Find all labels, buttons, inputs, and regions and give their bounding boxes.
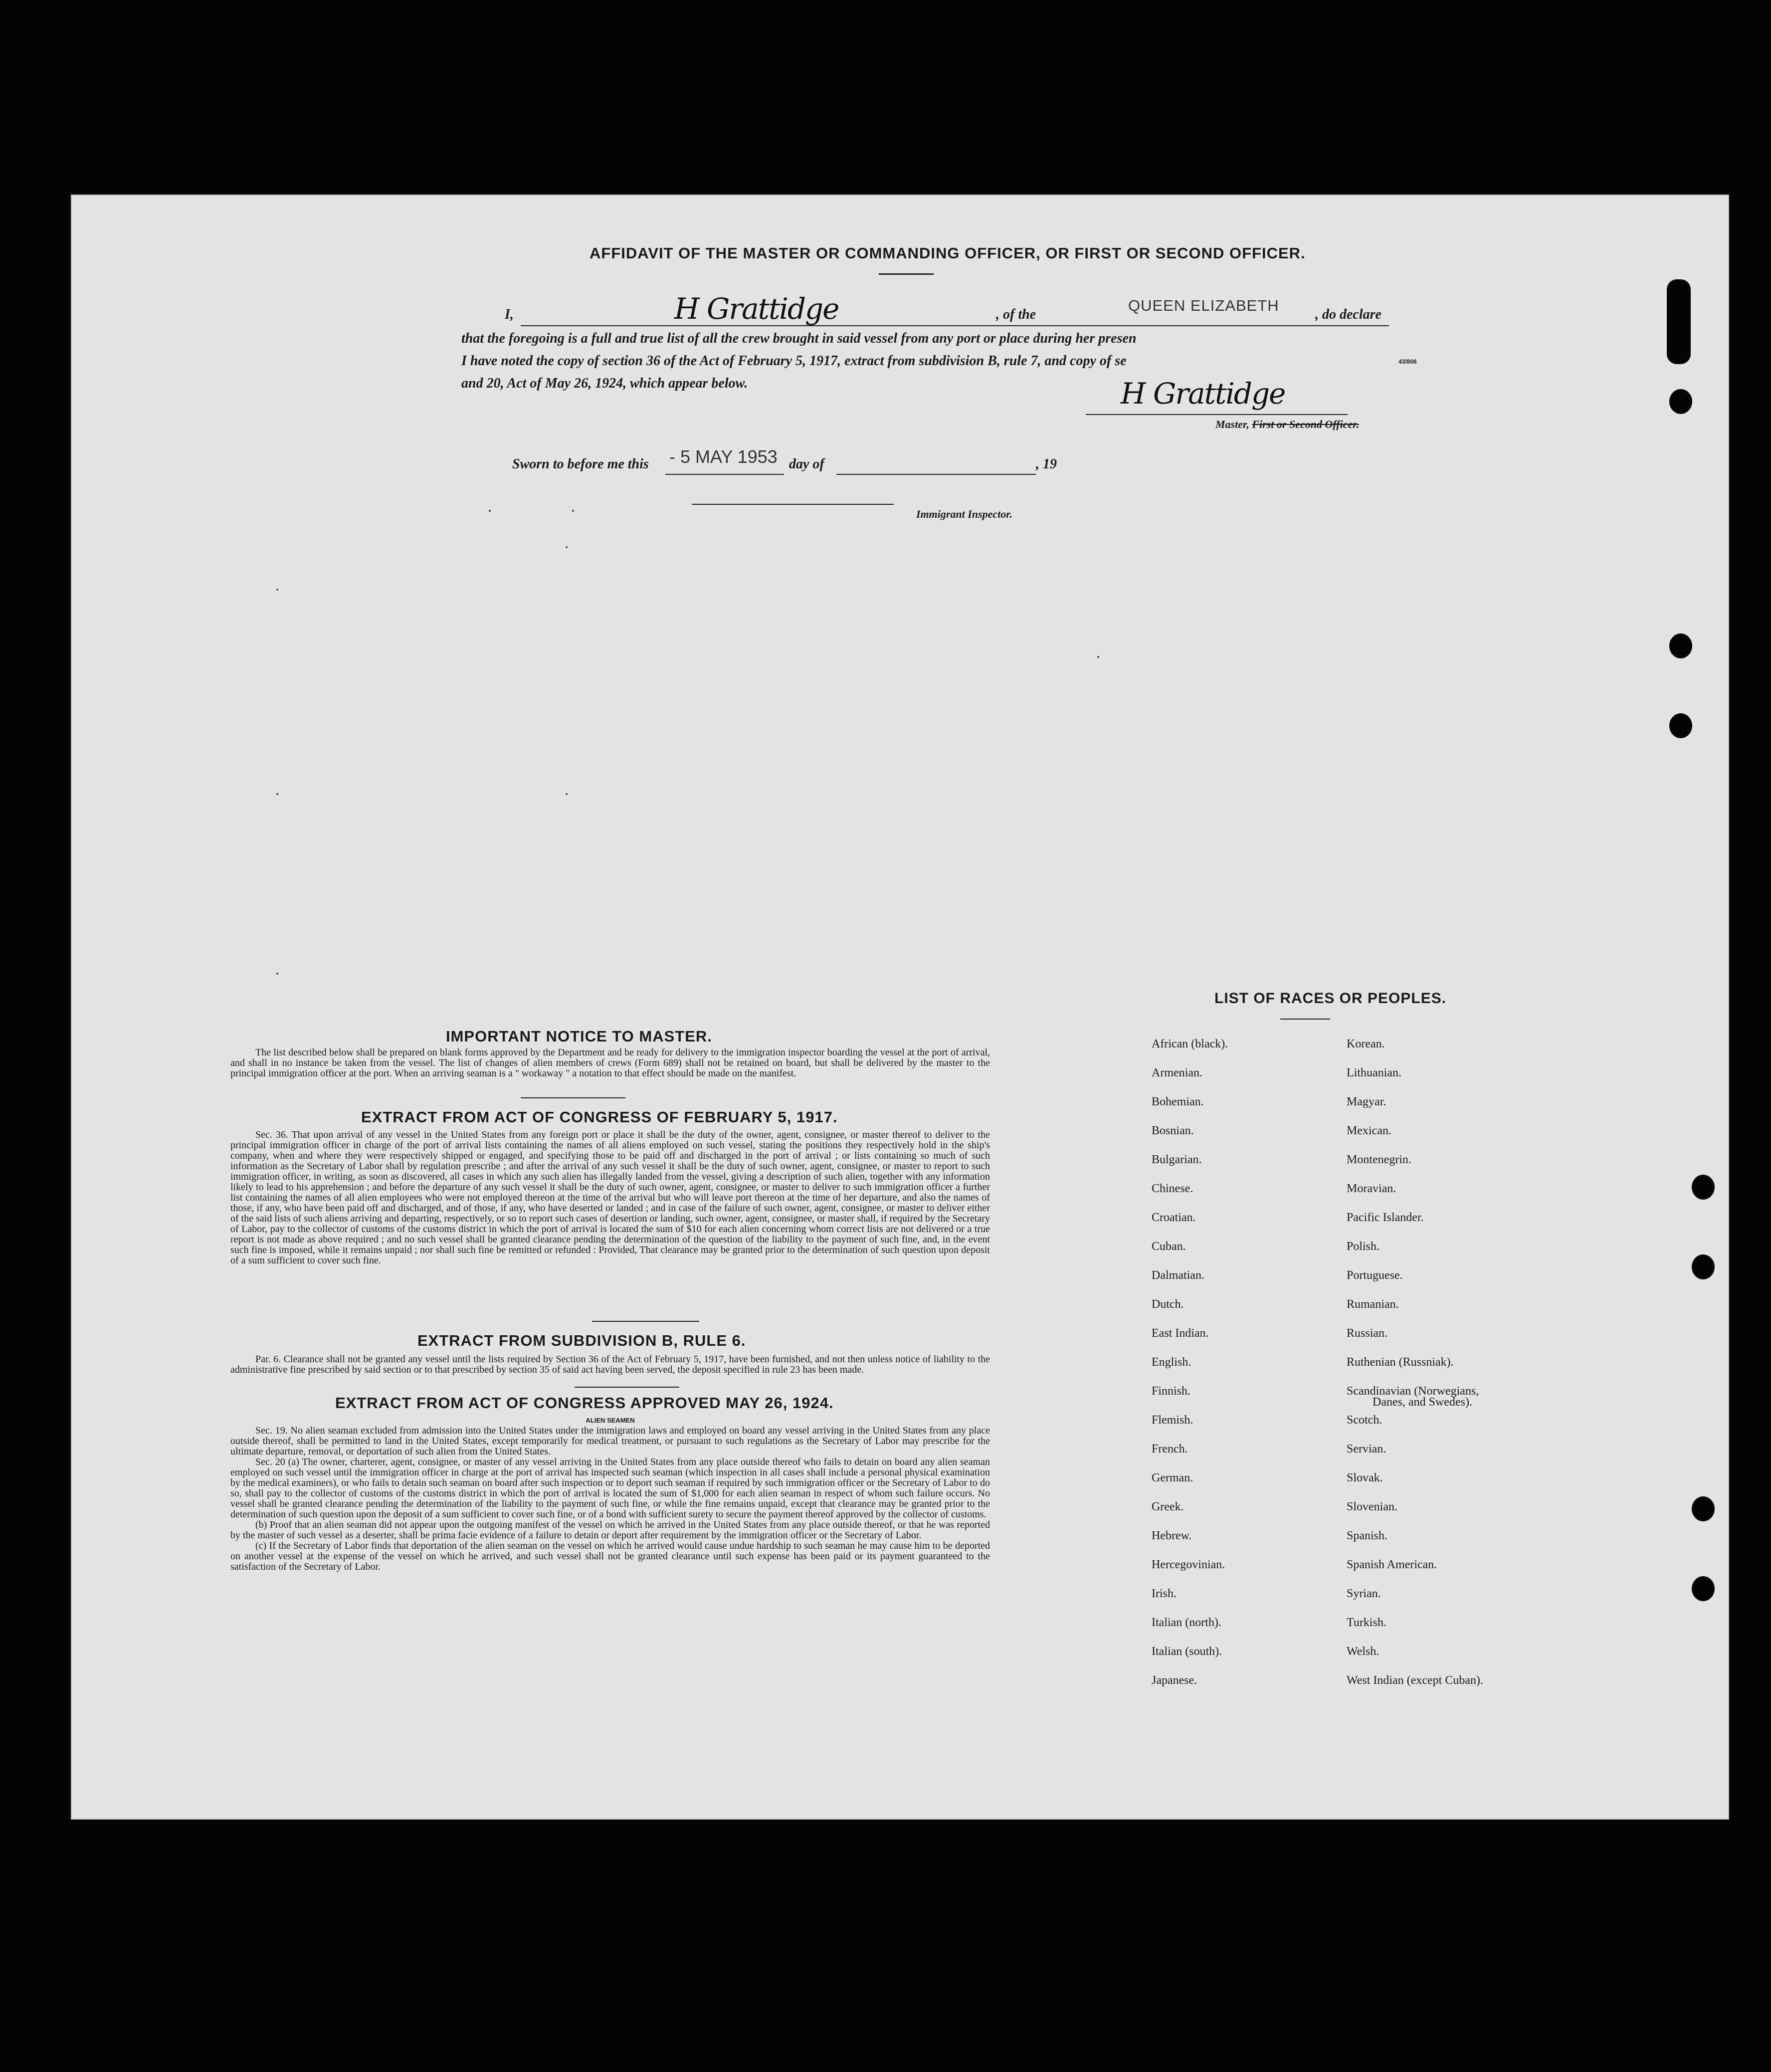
punch-hole bbox=[1669, 389, 1692, 414]
inspector-sign-line bbox=[692, 504, 894, 505]
master-signature: H Grattidge bbox=[1121, 377, 1285, 411]
races-heading: LIST OF RACES OR PEOPLES. bbox=[1214, 990, 1447, 1007]
affidavit-signature: H Grattidge bbox=[674, 292, 839, 326]
race-right-item: Russian. bbox=[1347, 1327, 1388, 1340]
race-right-item: Rumanian. bbox=[1347, 1298, 1399, 1311]
sec20a-text: Sec. 20 (a) The owner, charterer, agent, consignee, or master of any vessel arriving in the United States from any place outside thereof who fails to detain on board any alien seaman employed on such vessel until the immigration officer in charge at the port of arrival has inspected such seaman (which inspection in all cases shall include a personal physical examination by the medical examiners), or who fails to detain such seaman on board after such inspection or to deport such seaman if required by such immigration officer or the Secretary of Labor to do so, shall pay to the collector of customs of the customs district in which the port of arrival is located the sum of $1,000 for each alien seaman in respect of whom such failure occurs. No vessel shall be granted clearance pending the determination of the liability to the payment of such fine, or while the fine remains unpaid, except that clearance may be granted prior to the determination of such question upon the deposit of a sum sufficient to cover such fine, or of a bond with sufficient surety to secure the payment thereof approved by the collector of customs. bbox=[230, 1456, 990, 1520]
sec20c-text: (c) If the Secretary of Labor finds that deportation of the alien seaman on the vessel on which he arrived would cause undue hardship to such seaman he may cause him to be deported on another vessel at the expense of the vessel on which he arrived, and such vessel shall not be granted clearance until such expense has been paid or its payment guaranteed to the satisfaction of the Secretary of Labor. bbox=[230, 1540, 990, 1572]
sec19-text: Sec. 19. No alien seaman excluded from admission into the United States under the immigration laws and employed on board any vessel arriving in the United States from any place outside thereof, shall be permitted to land in the United States, except temporarily for medical treatment, or pursuant to such regulations as the Secretary of Labor may prescribe for the ultimate departure, removal, or deportation of such alien from the United States. bbox=[230, 1425, 990, 1457]
extract-1924-subheading: ALIEN SEAMEN bbox=[586, 1417, 635, 1424]
notice-heading: IMPORTANT NOTICE TO MASTER. bbox=[446, 1028, 712, 1045]
race-left-item: African (black). bbox=[1152, 1037, 1228, 1050]
race-right-item: Mexican. bbox=[1347, 1124, 1391, 1137]
race-left-item: Irish. bbox=[1152, 1587, 1177, 1600]
master-label-row bbox=[1215, 418, 1359, 431]
race-left-item: Bohemian. bbox=[1152, 1095, 1204, 1108]
race-left-item: Cuban. bbox=[1152, 1240, 1186, 1253]
punch-hole bbox=[1692, 1175, 1715, 1200]
race-right-item: Portuguese. bbox=[1347, 1269, 1403, 1282]
race-right-item: Magyar. bbox=[1347, 1095, 1386, 1108]
dot-mark bbox=[489, 510, 491, 512]
race-right-item: Turkish. bbox=[1347, 1616, 1386, 1629]
affidavit-line-2: that the foregoing is a full and true list of all the crew brought in said vessel from any port or place during her presen bbox=[461, 331, 1137, 346]
race-left-item: East Indian. bbox=[1152, 1327, 1209, 1340]
race-left-item: French. bbox=[1152, 1443, 1188, 1455]
do-declare-label: , do declare bbox=[1315, 307, 1381, 322]
race-left-item: Croatian. bbox=[1152, 1211, 1196, 1224]
sworn-date-line bbox=[665, 474, 784, 475]
race-left-item: English. bbox=[1152, 1356, 1191, 1369]
race-right-item: Slovak. bbox=[1347, 1471, 1383, 1484]
race-right-item: Polish. bbox=[1347, 1240, 1380, 1253]
dot-mark bbox=[566, 793, 568, 795]
vessel-line bbox=[1046, 325, 1389, 326]
document-page bbox=[71, 195, 1729, 1820]
race-left-item: German. bbox=[1152, 1471, 1193, 1484]
master-struck-text: First or Second Officer. bbox=[1252, 418, 1360, 430]
affidavit-line-3: I have noted the copy of section 36 of the Act of February 5, 1917, extract from subdivision B, rule 7, and copy of se bbox=[461, 353, 1127, 369]
race-right-item: Moravian. bbox=[1347, 1182, 1396, 1195]
race-right-item: West Indian (except Cuban). bbox=[1347, 1674, 1483, 1687]
race-right-item: Servian. bbox=[1347, 1443, 1386, 1455]
punch-hole bbox=[1669, 633, 1692, 658]
affidavit-line-4: and 20, Act of May 26, 1924, which appear below. bbox=[461, 376, 748, 391]
race-right-item: Pacific Islander. bbox=[1347, 1211, 1424, 1224]
punch-hole bbox=[1692, 1496, 1715, 1521]
dot-mark bbox=[276, 589, 278, 591]
extract-1924-body bbox=[230, 1426, 990, 1572]
dot-mark bbox=[1097, 656, 1099, 658]
punch-hole bbox=[1692, 1254, 1715, 1279]
race-right-item: Korean. bbox=[1347, 1037, 1385, 1050]
sec20b-text: (b) Proof that an alien seaman did not appear upon the outgoing manifest of the vessel on which he arrived in the United States from any place outside thereof, or that he was reported by the master of such vessel as a deserter, shall be prima facie evidence of a failure to detain or deport after requirement by the immigration officer or the Secretary of Labor. bbox=[230, 1519, 990, 1541]
dot-mark bbox=[572, 510, 574, 512]
race-left-item: Dutch. bbox=[1152, 1298, 1184, 1311]
race-right-item: Welsh. bbox=[1347, 1645, 1379, 1658]
extract-1917-text: Sec. 36. That upon arrival of any vessel in the United States from any foreign port or place it shall be the duty of the owner, agent, consignee, or master thereof to deliver to the principal immigration officer in charge of the port of arrival lists containing the names of all aliens employed on such vessel, stating the positions they respectively hold in the ship's company, when and where they were respectively shipped or engaged, and specifying those to be paid off and discharged in the port of arrival ; or lists containing so much of such information as the Secretary of Labor shall by regulation prescribe ; and after the arrival of any such vessel it shall be the duty of such owner, agent, consignee, or master to report to such immigration officer, in writing, as soon as discovered, all cases in which any such alien has illegally landed from the vessel, giving a description of such alien, together with any information likely to lead to his apprehension ; and before the departure of any such vessel it shall be the duty of such owner, agent, consignee, or master to deliver to such immigration officer a further list containing the names of all alien employees who were not employed thereon at the time of the arrival but who will leave port thereon at the time of her departure, and also the names of those, if any, who have been paid off and discharged, and of those, if any, who have deserted or landed ; and in case of the failure of such owner, agent, consignee, or master to deliver either of the said lists of such aliens arriving and departing, respectively, or so to report such cases of desertion or landing, such owner, agent, consignee, or master shall, if required by the Secretary of Labor, pay to the collector of customs of the customs district in which the port of arrival is located the sum of $10 for each alien concerning whom correct lists are not delivered or a true report is not made as above required ; and no such vessel shall be granted clearance pending the determination of the question of the liability to the payment of such fine, and, in the event such fine is imposed, while it remains unpaid ; nor shall such fine be remitted or refunded : Provided, That clearance may be granted prior to the determination of such question upon deposit of a sum sufficient to cover such fine. bbox=[230, 1129, 990, 1266]
race-right-item: Syrian. bbox=[1347, 1587, 1381, 1600]
race-left-item: Italian (south). bbox=[1152, 1645, 1222, 1658]
notice-rule bbox=[521, 1097, 625, 1098]
race-left-item: Greek. bbox=[1152, 1500, 1184, 1513]
race-left-item: Flemish. bbox=[1152, 1414, 1193, 1427]
race-left-item: Italian (north). bbox=[1152, 1616, 1221, 1629]
race-left-item: Hebrew. bbox=[1152, 1529, 1192, 1542]
race-left-item: Bulgarian. bbox=[1152, 1153, 1202, 1166]
race-right-item: Spanish. bbox=[1347, 1529, 1388, 1542]
race-right-item: Scandinavian (Norwegians, bbox=[1347, 1385, 1479, 1398]
affidavit-i-label: I, bbox=[505, 307, 514, 322]
dot-mark bbox=[276, 973, 278, 975]
heading-rule bbox=[879, 273, 934, 275]
race-right-item: Spanish American. bbox=[1347, 1558, 1437, 1571]
race-left-item: Hercegovinian. bbox=[1152, 1558, 1225, 1571]
dot-mark bbox=[566, 546, 568, 548]
sworn-label: Sworn to before me this bbox=[512, 456, 649, 472]
race-right-item: Lithuanian. bbox=[1347, 1066, 1401, 1079]
race-right-item: Montenegrin. bbox=[1347, 1153, 1411, 1166]
races-rule bbox=[1280, 1019, 1330, 1020]
rule6-text: Par. 6. Clearance shall not be granted any vessel until the lists required by Section 36 of the Act of February 5, 1917, have been furnished, and not then unless notice of liability to the administrative fine prescribed by said section or to that prescribed by section 35 of said act having been served, the deposit specified in rule 23 has been made. bbox=[230, 1354, 990, 1375]
notice-text: The list described below shall be prepared on blank forms approved by the Department and be ready for delivery to the immigration inspector boarding the vessel at the port of arrival, and shall in no instance be taken from the vessel. The list of changes of alien members of crews (Form 689) shall not be retained on board, but shall be delivered by the master to the principal immigration officer at the port. When an arriving seaman is a " workaway " a notation to that effect should be made on the manifest. bbox=[230, 1047, 990, 1079]
race-left-item: Dalmatian. bbox=[1152, 1269, 1204, 1282]
rule6-body bbox=[230, 1354, 990, 1375]
master-label: Master, bbox=[1215, 418, 1249, 430]
year-label: , 19 bbox=[1036, 456, 1057, 472]
extract-1917-rule bbox=[592, 1321, 699, 1322]
vessel-name: QUEEN ELIZABETH bbox=[1128, 297, 1279, 314]
date-stamp: - 5 MAY 1953 bbox=[669, 446, 778, 467]
race-left-item: Armenian. bbox=[1152, 1066, 1202, 1079]
extract-1917-body bbox=[230, 1130, 990, 1266]
of-the-label: , of the bbox=[996, 307, 1036, 322]
form-number: 43/806 bbox=[1398, 358, 1417, 365]
race-right-item: Scotch. bbox=[1347, 1414, 1382, 1427]
race-right-item: Ruthenian (Russniak). bbox=[1347, 1356, 1454, 1369]
rule6-heading: EXTRACT FROM SUBDIVISION B, RULE 6. bbox=[417, 1332, 746, 1349]
race-left-item: Finnish. bbox=[1152, 1385, 1191, 1398]
race-left-item: Bosnian. bbox=[1152, 1124, 1194, 1137]
day-of-label: day of bbox=[789, 456, 824, 472]
notice-body bbox=[230, 1047, 990, 1079]
punch-hole bbox=[1692, 1576, 1715, 1601]
race-right-item-continued: Danes, and Swedes). bbox=[1373, 1396, 1472, 1409]
inspector-label: Immigrant Inspector. bbox=[916, 508, 1013, 520]
edge-tear bbox=[1667, 279, 1691, 364]
extract-1924-heading: EXTRACT FROM ACT OF CONGRESS APPROVED MAY 26, 1924. bbox=[335, 1394, 834, 1412]
race-left-item: Japanese. bbox=[1152, 1674, 1197, 1687]
master-sign-line bbox=[1086, 414, 1348, 415]
punch-hole bbox=[1669, 713, 1692, 738]
affidavit-heading: AFFIDAVIT OF THE MASTER OR COMMANDING OFFICER, OR FIRST OR SECOND OFFICER. bbox=[590, 244, 1306, 262]
month-line bbox=[836, 474, 1036, 475]
extract-1917-heading: EXTRACT FROM ACT OF CONGRESS OF FEBRUARY 5, 1917. bbox=[361, 1108, 838, 1126]
race-right-item: Slovenian. bbox=[1347, 1500, 1397, 1513]
race-left-item: Chinese. bbox=[1152, 1182, 1193, 1195]
dot-mark bbox=[276, 793, 278, 795]
rule6-rule bbox=[575, 1387, 679, 1388]
